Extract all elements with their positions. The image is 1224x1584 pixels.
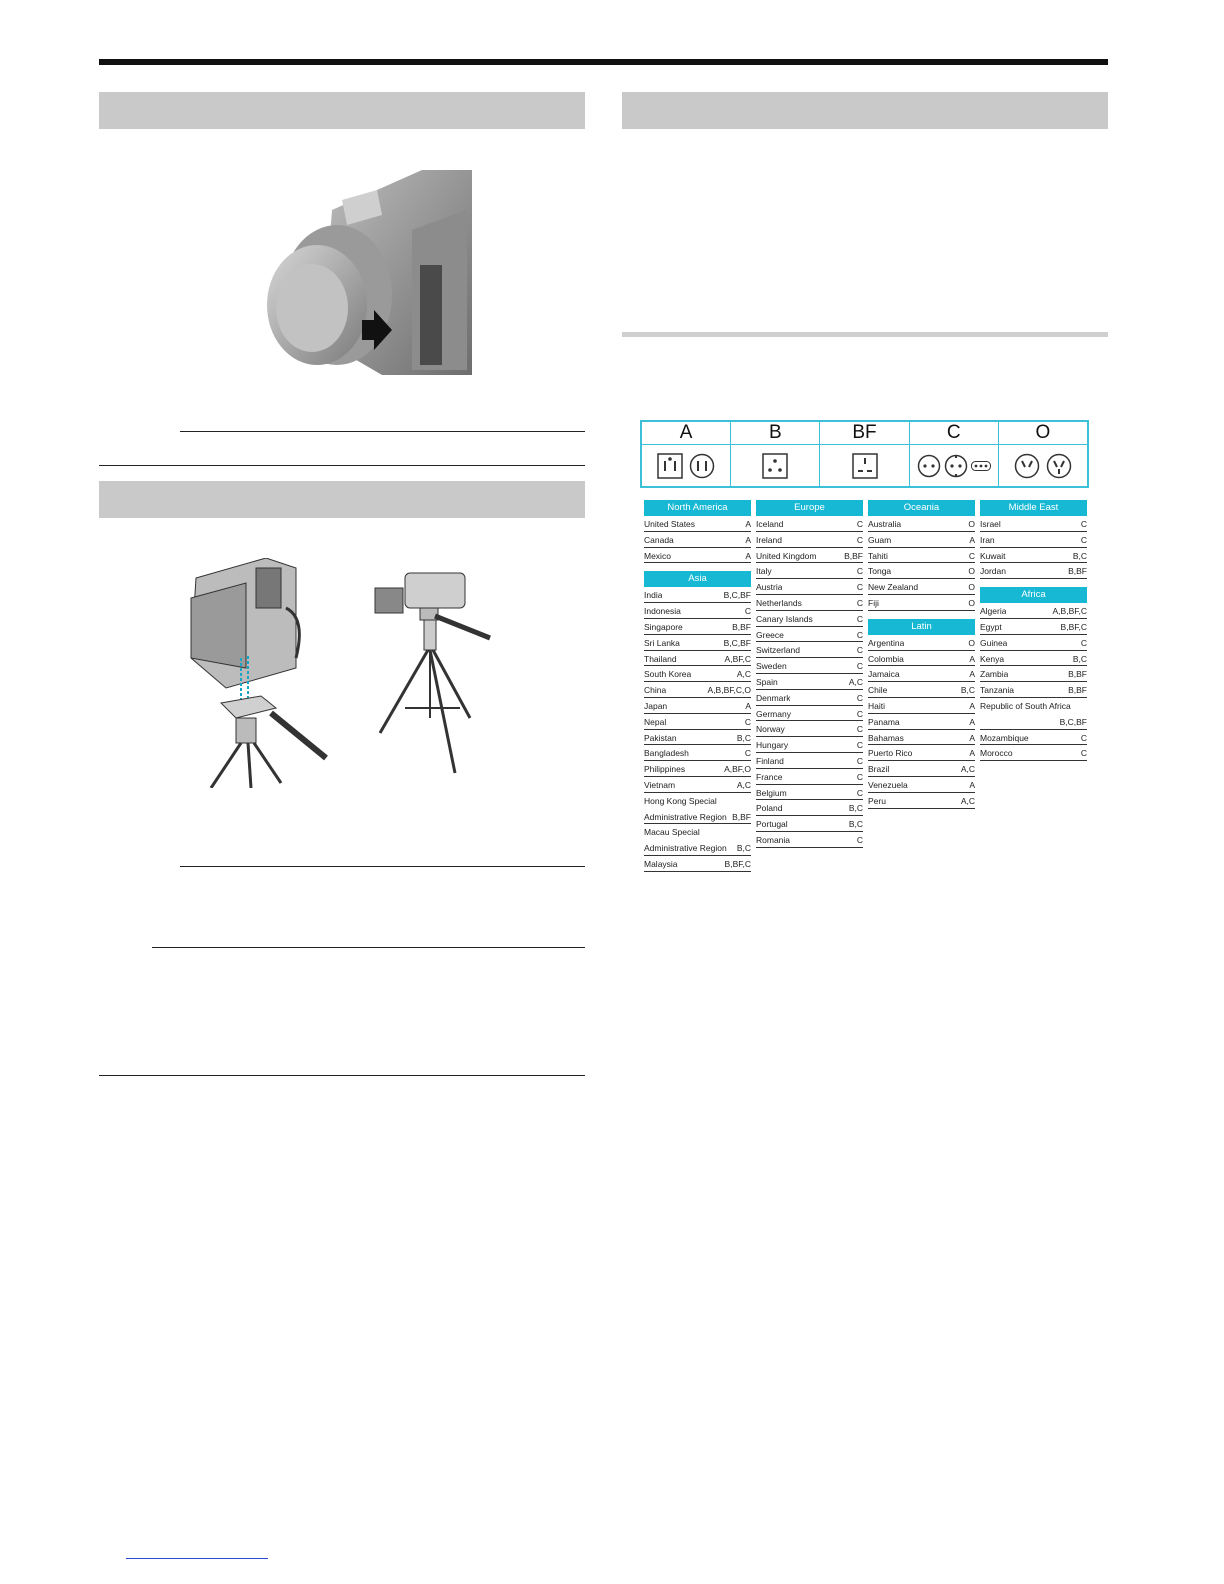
plug-types: A,B,BF,C,O xyxy=(707,685,751,696)
country-row xyxy=(980,714,1087,730)
country-row xyxy=(756,800,863,816)
country-row xyxy=(980,635,1087,651)
country-name: Australia xyxy=(868,519,902,529)
country-name: Brazil xyxy=(868,764,890,775)
country-row xyxy=(868,761,975,777)
country-name: Sweden xyxy=(756,661,787,672)
plug-types: A xyxy=(969,716,975,727)
country-name: Bahamas xyxy=(868,732,904,743)
country-row xyxy=(756,674,863,690)
country-row xyxy=(980,651,1087,667)
plug-types: B,C xyxy=(848,803,863,814)
country-name: Colombia xyxy=(868,653,904,664)
plug-o-icon xyxy=(1014,453,1040,479)
country-name: Morocco xyxy=(980,748,1013,759)
country-row xyxy=(868,666,975,682)
country-row xyxy=(980,745,1087,761)
country-row xyxy=(756,642,863,658)
country-name: Vietnam xyxy=(644,779,676,790)
plug-types: C xyxy=(856,787,863,798)
plug-types: B,BF xyxy=(1068,566,1087,577)
country-name: Greece xyxy=(756,629,784,640)
country-name: Switzerland xyxy=(756,645,800,656)
country-row xyxy=(644,619,751,635)
plug-types: C xyxy=(968,550,975,561)
country-name: Sri Lanka xyxy=(644,637,680,648)
country-row xyxy=(868,595,975,611)
plug-o-grounded-icon xyxy=(1046,453,1072,479)
country-name: Romania xyxy=(756,834,791,845)
region-column-1 xyxy=(644,500,751,872)
country-row xyxy=(980,548,1087,564)
plug-types: C xyxy=(856,629,863,640)
plug-types: B,C xyxy=(1072,653,1087,664)
plug-types: A xyxy=(969,748,975,759)
country-name: Portugal xyxy=(756,819,788,830)
region-column-3 xyxy=(868,500,975,809)
region-column-4 xyxy=(980,500,1087,761)
country-list-middle-east xyxy=(980,516,1087,579)
plug-types: A xyxy=(745,519,751,529)
country-row xyxy=(756,595,863,611)
plug-col-c xyxy=(910,422,999,486)
country-row xyxy=(868,651,975,667)
country-row xyxy=(756,816,863,832)
country-row xyxy=(756,548,863,564)
country-row xyxy=(980,682,1087,698)
country-list-north-america xyxy=(644,516,751,563)
plug-types: C xyxy=(1080,732,1087,743)
plug-types: A xyxy=(969,779,975,790)
country-name: Kuwait xyxy=(980,550,1006,561)
country-name: Malaysia xyxy=(644,858,678,869)
country-name: Netherlands xyxy=(756,597,802,608)
country-row xyxy=(644,635,751,651)
country-row xyxy=(644,516,751,532)
country-name: Zambia xyxy=(980,669,1009,680)
plug-types: B,C xyxy=(1072,550,1087,561)
plug-types: A xyxy=(969,700,975,711)
plug-types: C xyxy=(856,708,863,719)
section-divider-2 xyxy=(99,1075,585,1076)
plug-types: C xyxy=(744,748,751,759)
country-name: France xyxy=(756,771,783,782)
plug-types: B,C,BF xyxy=(723,637,751,648)
plug-types: O xyxy=(968,582,975,593)
country-name: Japan xyxy=(644,700,668,711)
plug-types: C xyxy=(856,582,863,593)
section-header-band-overseas xyxy=(622,92,1108,129)
plug-types: C xyxy=(1080,748,1087,759)
country-row xyxy=(868,635,975,651)
country-name: Pakistan xyxy=(644,732,677,743)
country-row xyxy=(644,730,751,746)
country-row xyxy=(756,532,863,548)
country-list-europe xyxy=(756,516,863,848)
country-row xyxy=(980,698,1087,714)
plug-types: O xyxy=(968,519,975,529)
plug-type-label: BF xyxy=(820,422,908,445)
plug-types: B,BF xyxy=(732,811,751,822)
region-header-north-america: North America xyxy=(644,500,751,516)
country-row xyxy=(868,682,975,698)
country-row xyxy=(644,856,751,872)
country-name: Belgium xyxy=(756,787,787,798)
plug-types: A xyxy=(745,550,751,561)
plug-types: A,BF,C xyxy=(724,653,751,664)
plug-types: B,C,BF xyxy=(723,590,751,601)
country-name: Finland xyxy=(756,755,784,766)
country-row xyxy=(756,516,863,532)
country-name: Jordan xyxy=(980,566,1006,577)
country-name: Administrative Region xyxy=(644,843,727,854)
country-row xyxy=(644,698,751,714)
plug-type-label: O xyxy=(999,422,1087,445)
country-name: China xyxy=(644,685,667,696)
plug-types: O xyxy=(968,637,975,648)
country-name: Venezuela xyxy=(868,779,908,790)
country-row xyxy=(756,832,863,848)
country-name: United States xyxy=(644,519,696,529)
plug-types: B,BF xyxy=(844,550,863,561)
plug-types: C xyxy=(856,597,863,608)
plug-c-flat-icon xyxy=(971,461,991,471)
country-row xyxy=(644,666,751,682)
country-name: India xyxy=(644,590,663,601)
country-name: Hong Kong Special xyxy=(644,795,717,806)
country-row xyxy=(756,769,863,785)
plug-bf-icon xyxy=(852,453,878,479)
plug-type-label: B xyxy=(731,422,819,445)
country-row xyxy=(980,619,1087,635)
plug-types: C xyxy=(856,740,863,751)
plug-types: C xyxy=(856,755,863,766)
country-name: Hungary xyxy=(756,740,789,751)
note-rule-1 xyxy=(180,431,585,432)
section-header-band-tripod xyxy=(99,481,585,518)
region-header-middle-east: Middle East xyxy=(980,500,1087,516)
plug-types: B,C xyxy=(736,732,751,743)
country-name: Thailand xyxy=(644,653,677,664)
plug-type-table xyxy=(640,420,1089,488)
plug-types: O xyxy=(968,597,975,608)
country-row xyxy=(644,809,751,825)
region-header-asia: Asia xyxy=(644,571,751,587)
country-name: Denmark xyxy=(756,692,791,703)
country-name: Bangladesh xyxy=(644,748,689,759)
plug-types: C xyxy=(856,771,863,782)
country-row xyxy=(644,840,751,856)
country-row xyxy=(868,532,975,548)
plug-col-a xyxy=(642,422,731,486)
country-name: Kenya xyxy=(980,653,1005,664)
plug-types: A xyxy=(969,669,975,680)
country-list-latin xyxy=(868,635,975,809)
country-name: Germany xyxy=(756,708,791,719)
country-name: Spain xyxy=(756,676,778,687)
plug-types: C xyxy=(856,534,863,545)
country-name: Indonesia xyxy=(644,606,681,617)
plug-types: C xyxy=(856,834,863,845)
region-header-europe: Europe xyxy=(756,500,863,516)
country-name: Peru xyxy=(868,795,886,806)
country-name: Poland xyxy=(756,803,783,814)
country-name: Macau Special xyxy=(644,827,700,838)
country-row xyxy=(644,714,751,730)
plug-types: B,BF xyxy=(1068,669,1087,680)
country-name: Puerto Rico xyxy=(868,748,913,759)
country-row xyxy=(756,753,863,769)
plug-col-o xyxy=(999,422,1087,486)
section-divider-1 xyxy=(99,465,585,466)
country-row xyxy=(756,563,863,579)
country-row xyxy=(644,761,751,777)
country-row xyxy=(756,627,863,643)
country-row xyxy=(868,563,975,579)
country-name: Israel xyxy=(980,519,1001,529)
country-name: Republic of South Africa xyxy=(980,700,1071,711)
country-row xyxy=(980,532,1087,548)
region-column-2 xyxy=(756,500,863,848)
country-row xyxy=(980,603,1087,619)
plug-types: B,C,BF xyxy=(1059,716,1087,727)
country-name: Nepal xyxy=(644,716,667,727)
country-row xyxy=(980,666,1087,682)
country-name: Mozambique xyxy=(980,732,1029,743)
country-name: Iceland xyxy=(756,519,784,529)
country-row xyxy=(756,579,863,595)
country-row xyxy=(644,532,751,548)
country-name: Haiti xyxy=(868,700,886,711)
country-row xyxy=(644,587,751,603)
plug-types: C xyxy=(856,724,863,735)
country-row xyxy=(756,690,863,706)
plug-types: A,B,BF,C xyxy=(1052,606,1087,617)
region-header-latin: Latin xyxy=(868,619,975,635)
country-name: Argentina xyxy=(868,637,905,648)
page-top-rule xyxy=(99,59,1108,65)
country-name: Iran xyxy=(980,534,995,545)
country-name: Canary Islands xyxy=(756,613,813,624)
camcorder-on-tripod-illustration xyxy=(370,568,495,780)
country-name: Tanzania xyxy=(980,685,1015,696)
country-name: Panama xyxy=(868,716,900,727)
plug-types: C xyxy=(856,692,863,703)
plug-types: B,BF,C xyxy=(1060,621,1087,632)
plug-type-label: C xyxy=(910,422,998,445)
plug-col-bf xyxy=(820,422,909,486)
country-row xyxy=(756,785,863,801)
plug-types: A xyxy=(745,534,751,545)
country-row xyxy=(868,516,975,532)
country-list-africa xyxy=(980,603,1087,761)
country-row xyxy=(868,714,975,730)
plug-types: B,C xyxy=(848,819,863,830)
plug-types: A,C xyxy=(736,779,751,790)
country-row xyxy=(980,516,1087,532)
country-name: Egypt xyxy=(980,621,1002,632)
plug-types: B,C xyxy=(736,843,751,854)
plug-types: A xyxy=(969,732,975,743)
plug-b-icon xyxy=(762,453,788,479)
country-name: Guam xyxy=(868,534,892,545)
plug-types: B,BF xyxy=(1068,685,1087,696)
country-name: Mexico xyxy=(644,550,671,561)
country-row xyxy=(644,603,751,619)
plug-c-schuko-icon xyxy=(944,454,968,478)
plug-types: B,BF xyxy=(732,621,751,632)
country-row xyxy=(756,658,863,674)
country-name: Tonga xyxy=(868,566,892,577)
plug-types: C xyxy=(856,613,863,624)
plug-types: A xyxy=(745,700,751,711)
country-name: Tahiti xyxy=(868,550,888,561)
country-row xyxy=(868,548,975,564)
camcorder-lens-cap-illustration xyxy=(262,170,472,375)
country-name: Ireland xyxy=(756,534,782,545)
plug-types: C xyxy=(1080,637,1087,648)
country-name: Canada xyxy=(644,534,674,545)
country-row xyxy=(644,824,751,840)
plug-a-grounded-icon xyxy=(657,453,683,479)
plug-types: A,C xyxy=(960,795,975,806)
country-name: South Korea xyxy=(644,669,692,680)
plug-types: A,BF,O xyxy=(724,764,751,775)
country-row xyxy=(644,777,751,793)
camcorder-bottom-mount-illustration xyxy=(186,558,331,788)
section-header-band-lens-cap xyxy=(99,92,585,129)
country-row xyxy=(980,730,1087,746)
country-list-oceania xyxy=(868,516,975,611)
country-row xyxy=(644,745,751,761)
plug-types: C xyxy=(744,606,751,617)
plug-types: C xyxy=(1080,519,1087,529)
region-header-africa: Africa xyxy=(980,587,1087,603)
plug-types: B,BF,C xyxy=(724,858,751,869)
country-name: Algeria xyxy=(980,606,1007,617)
region-header-oceania: Oceania xyxy=(868,500,975,516)
plug-types: O xyxy=(968,566,975,577)
country-name: Philippines xyxy=(644,764,686,775)
country-list-asia xyxy=(644,587,751,871)
country-name: Administrative Region xyxy=(644,811,727,822)
country-name: Italy xyxy=(756,566,772,577)
subsection-divider xyxy=(622,332,1108,337)
country-name: Singapore xyxy=(644,621,683,632)
country-name: Norway xyxy=(756,724,785,735)
plug-types: A,C xyxy=(736,669,751,680)
plug-types: C xyxy=(856,566,863,577)
plug-types: C xyxy=(744,716,751,727)
country-name: Guinea xyxy=(980,637,1008,648)
plug-col-b xyxy=(731,422,820,486)
country-row xyxy=(756,706,863,722)
country-name: Fiji xyxy=(868,597,879,608)
country-row xyxy=(644,651,751,667)
plug-types: C xyxy=(856,661,863,672)
country-row xyxy=(868,730,975,746)
plug-types: A,C xyxy=(848,676,863,687)
country-row xyxy=(980,563,1087,579)
country-name: United Kingdom xyxy=(756,550,817,561)
footer-link-underline[interactable] xyxy=(126,1558,268,1559)
plug-types: C xyxy=(1080,534,1087,545)
country-name: New Zealand xyxy=(868,582,919,593)
country-row xyxy=(756,737,863,753)
plug-a-icon xyxy=(689,453,715,479)
country-row xyxy=(644,793,751,809)
country-row xyxy=(868,793,975,809)
plug-types: A,C xyxy=(960,764,975,775)
country-row xyxy=(868,745,975,761)
plug-types: A xyxy=(969,653,975,664)
country-row xyxy=(644,548,751,564)
country-row xyxy=(756,721,863,737)
country-name: Chile xyxy=(868,685,888,696)
plug-types: C xyxy=(856,519,863,529)
plug-types: B,C xyxy=(960,685,975,696)
plug-c-icon xyxy=(917,454,941,478)
note-rule-3 xyxy=(152,947,585,948)
country-name: Austria xyxy=(756,582,783,593)
country-row xyxy=(756,611,863,627)
country-row xyxy=(868,698,975,714)
country-row xyxy=(868,579,975,595)
plug-types: A xyxy=(969,534,975,545)
country-row xyxy=(644,682,751,698)
country-row xyxy=(868,777,975,793)
note-rule-2 xyxy=(180,866,585,867)
plug-types: C xyxy=(856,645,863,656)
plug-type-label: A xyxy=(642,422,730,445)
country-name: Jamaica xyxy=(868,669,900,680)
